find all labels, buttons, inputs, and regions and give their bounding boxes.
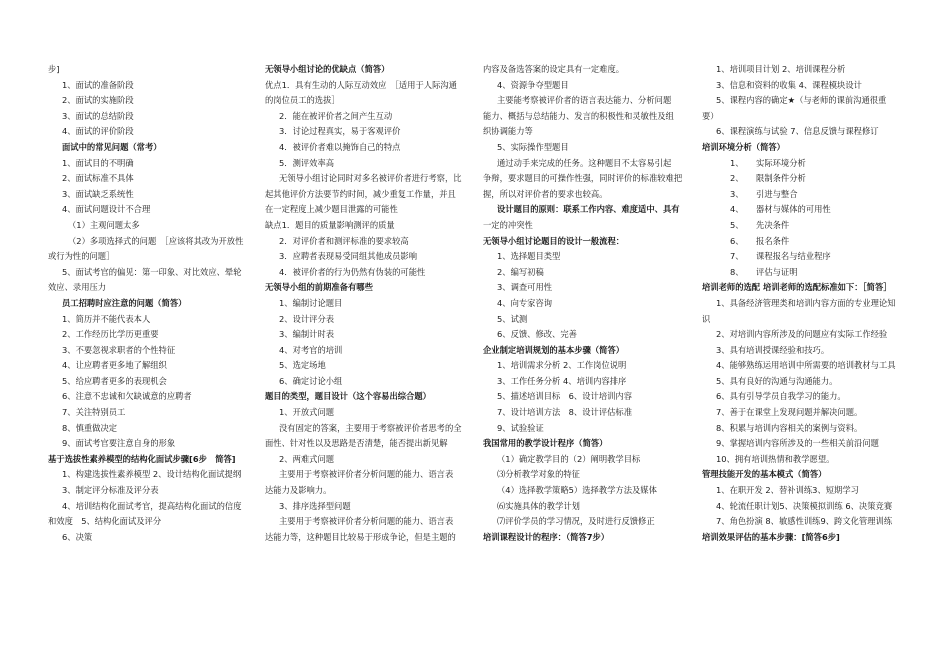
text-line: 4．被评价者难以掩饰自己的特点 — [279, 141, 401, 152]
text-line: 2、设计评分表 — [279, 313, 335, 324]
section-heading: 培训老师的选配 培训老师的选配标准如下：［简答］ — [702, 282, 892, 293]
text-line: 的岗位员工的选拔］ — [265, 95, 340, 106]
text-column-2 — [265, 62, 477, 545]
text-line: ⑺评价学员的学习情况，及时进行反馈修正 — [497, 516, 655, 527]
text-line: 6、 报名条件 — [730, 235, 790, 246]
text-line: 1、在职开发 2、替补训练3、短期学习 — [716, 485, 859, 496]
text-line: 3、排序选择型问题 — [279, 500, 351, 511]
text-line: 握，所以对评价者的要求也较高。 — [483, 188, 608, 199]
text-column-1 — [48, 62, 260, 545]
text-line: 1、面试的准备阶段 — [62, 79, 134, 90]
section-heading: 我国常用的教学设计程序（简答） — [483, 438, 608, 449]
text-line: 5、给应聘者更多的表现机会 — [62, 375, 167, 386]
text-line: 5、课程内容的确定★（与老师的课前沟通很重 — [716, 95, 887, 106]
text-line: 能力、概括与总结能力、发言的积极性和灵敏性及组 — [483, 110, 674, 121]
text-line: 6、确定讨论小组 — [279, 375, 343, 386]
text-line: 面性、针对性以及思路是否清楚，能否提出新见解 — [265, 438, 448, 449]
text-line: 3．讨论过程真实，易于客观评价 — [279, 126, 401, 137]
text-line: 8、 评估与证明 — [730, 266, 798, 277]
section-heading: 无领导小组讨论题目的设计一般流程： — [483, 235, 625, 246]
text-line: 4、能够熟练运用培训中所需要的培训教材与工具 — [716, 360, 896, 371]
section-heading: 培训环境分析（简答） — [702, 141, 785, 152]
text-line: （2）多项选择式的问题 ［应该将其改为开放性 — [68, 235, 244, 246]
text-line: 3、信息和资料的收集 4、课程模块设计 — [716, 79, 862, 90]
text-line: 3、制定评分标准及评分表 — [62, 485, 159, 496]
text-line: 7、 课程报名与结业程序 — [730, 251, 831, 262]
text-line: 和效度 5、结构化面试及评分 — [48, 516, 162, 527]
text-line: 5、面试考官的偏见：第一印象、对比效应、晕轮 — [62, 266, 242, 277]
text-line: 6、注意不忠诚和欠缺诚意的应聘者 — [62, 391, 192, 402]
text-line: 无领导小组讨论同时对多名被评价者进行考察，比 — [279, 173, 462, 184]
text-line: （1）确定教学目的（2）阐明教学目标 — [497, 453, 641, 464]
text-line: 3、编制计时表 — [279, 329, 335, 340]
text-line: 或行为性的问题］ — [48, 251, 115, 262]
text-line: 2、对培训内容所涉及的问题应有实际工作经验 — [716, 329, 888, 340]
text-line: 1、编制讨论题目 — [279, 297, 343, 308]
text-line: 步] — [48, 64, 60, 74]
text-line: 4、面试问题设计不合理 — [62, 204, 151, 215]
text-line: 达能力等，这种题目比较易于形成争论，但是主题的 — [265, 531, 456, 542]
text-line: 3、工作任务分析 4、培训内容排序 — [497, 375, 627, 386]
text-line: 在一定程度上减少题目泄露的可能性 — [265, 204, 398, 215]
text-line: 1、开放式问题 — [279, 407, 335, 418]
text-line: 1、简历并不能代表本人 — [62, 313, 151, 324]
text-line: 效应、录用压力 — [48, 282, 107, 293]
section-heading: 基于选拔性素养模型的结构化面试步骤[6步 简答] — [48, 453, 236, 464]
text-line: 6、课程演练与试验 7、信息反馈与课程修订 — [716, 126, 879, 137]
text-line: 识 — [702, 313, 711, 324]
text-line: 4．被评价者的行为仍然有伪装的可能性 — [279, 266, 426, 277]
text-line: 5、描述培训目标 6、设计培训内容 — [497, 391, 633, 402]
text-line: 1、培训需求分析 2、工作岗位说明 — [497, 360, 627, 371]
text-line: 3、具有培训授课经验和技巧。 — [716, 344, 830, 355]
section-heading: 无领导小组讨论的优缺点（简答） — [265, 64, 390, 74]
text-line: 优点1．具有生动的人际互动效应 ［适用于人际沟通 — [265, 79, 457, 90]
text-line: 2、编写初稿 — [497, 266, 544, 277]
text-line: 一定的冲突性 — [483, 219, 533, 230]
section-heading: 无领导小组的前期准备有哪些 — [265, 282, 373, 293]
text-line: 4、面试的评价阶段 — [62, 126, 134, 137]
text-line: 缺点1．题目的质量影响测评的质量 — [265, 219, 395, 230]
text-line: 3、不要忽视求职者的个性特征 — [62, 344, 176, 355]
text-line: 5．测评效率高 — [279, 157, 335, 168]
text-line: 没有固定的答案，主要用于考察被评价者思考的全 — [279, 422, 462, 433]
text-line: 5、具有良好的沟通与沟通能力。 — [716, 375, 838, 386]
text-line: 1、构建选拔性素养模型 2、设计结构化面试提纲 — [62, 469, 242, 480]
text-line: 2、两难式问题 — [279, 453, 335, 464]
text-line: 5、试测 — [497, 313, 528, 324]
text-line: 7、设计培训方法 8、设计评估标准 — [497, 407, 633, 418]
text-line: 7、善于在课堂上发现问题并解决问题。 — [716, 407, 863, 418]
text-line: 1、 实际环境分析 — [730, 157, 806, 168]
text-line: 9、掌握培训内容所涉及的一些相关前沿问题 — [716, 438, 879, 449]
text-line: 2、面试的实施阶段 — [62, 95, 134, 106]
text-line: 6、决策 — [62, 531, 93, 542]
text-line: 1、具备经济管理类和培训内容方面的专业理论知 — [716, 297, 896, 308]
text-line: 主要用于考察被评价者分析问题的能力、语言表 — [279, 469, 454, 480]
text-line: 8、积累与培训内容相关的案例与资料。 — [716, 422, 863, 433]
text-line: 4、向专家咨询 — [497, 297, 553, 308]
text-line: 2．能在被评价者之间产生互动 — [279, 110, 393, 121]
text-column-3 — [483, 62, 695, 545]
section-heading: 管理技能开发的基本模式（简答） — [702, 469, 827, 480]
text-line: （1）主观问题太多 — [68, 219, 140, 230]
text-line: 主要能考察被评价者的语言表达能力、分析问题 — [497, 95, 672, 106]
text-line: 10、拥有培训热情和教学愿望。 — [716, 453, 835, 464]
text-line: 4、资源争夺型题目 — [497, 79, 569, 90]
text-line: 5、选定场地 — [279, 360, 326, 371]
text-line: 6、具有引导学员自我学习的能力。 — [716, 391, 846, 402]
text-line: ⑹实施具体的教学计划 — [497, 500, 580, 511]
section-heading: 企业制定培训规划的基本步骤（简答） — [483, 344, 625, 355]
text-line: 起其他评价方法要节约时间，减少重复工作量，并且 — [265, 188, 456, 199]
text-line: 3．应聘者表现易受同组其他成员影响 — [279, 251, 418, 262]
text-line: 5、实际操作型题目 — [497, 141, 569, 152]
section-heading: 面试中的常见问题（常考） — [62, 141, 162, 152]
text-line: 达能力及影响力。 — [265, 485, 332, 496]
text-line: 1、培训项目计划 2、培训课程分析 — [716, 64, 846, 74]
text-line: 4、对考官的培训 — [279, 344, 343, 355]
text-line: 1、面试目的不明确 — [62, 157, 134, 168]
text-line: 9、试验验证 — [497, 422, 544, 433]
section-heading: 题目的类型，题目设计（这个容易出综合题） — [265, 391, 431, 402]
section-heading: 培训课程设计的程序：（简答7步） — [483, 531, 610, 542]
text-line: 通过动手来完成的任务。这种题目不太容易引起 — [497, 157, 672, 168]
text-line: 2、面试标准不具体 — [62, 173, 134, 184]
text-line: 2、工作经历比学历更重要 — [62, 329, 159, 340]
text-line: 争辩，要求题目的可操作性强，同时评价的标准较难把 — [483, 173, 683, 184]
text-line: （4）选择教学策略5）选择教学方法及媒体 — [497, 485, 657, 496]
text-line: 9、面试考官要注意自身的形象 — [62, 438, 176, 449]
text-line: 织协调能力等 — [483, 126, 533, 137]
text-line: 1、选择题目类型 — [497, 251, 561, 262]
text-line: 8、慎重做决定 — [62, 422, 118, 433]
section-heading: 设计题目的原则：联系工作内容、难度适中、具有 — [497, 204, 680, 215]
text-line: 7、角色扮演 8、敏感性训练9、跨文化管理训练 — [716, 516, 893, 527]
text-line: 4、 器材与媒体的可用性 — [730, 204, 831, 215]
text-line: 6、反馈、修改、完善 — [497, 329, 577, 340]
section-heading: 培训效果评估的基本步骤：[简答6步] — [702, 531, 840, 542]
text-column-4 — [702, 62, 914, 545]
text-line: 主要用于考察被评价者分析问题的能力、语言表 — [279, 516, 454, 527]
text-line: 4、培训结构化面试考官，提高结构化面试的信度 — [62, 500, 242, 511]
text-line: 要） — [702, 110, 719, 121]
text-line: 3、 引进与整合 — [730, 188, 798, 199]
text-line: 7、关注特别员工 — [62, 407, 126, 418]
text-line: 2．对评价者和测评标准的要求较高 — [279, 235, 409, 246]
text-line: ⑶分析教学对象的特征 — [497, 469, 580, 480]
text-line: 4、轮流任职计划5、决策模拟训练 6、决策竞赛 — [716, 500, 893, 511]
text-line: 内容及备选答案的设定具有一定难度。 — [483, 64, 625, 74]
text-line: 3、面试的总结阶段 — [62, 110, 134, 121]
text-line: 4、让应聘者更多地了解组织 — [62, 360, 167, 371]
text-line: 2、 限制条件分析 — [730, 173, 806, 184]
text-line: 5、 先决条件 — [730, 219, 790, 230]
section-heading: 员工招聘时应注意的问题（简答） — [62, 297, 187, 308]
text-line: 3、面试缺乏系统性 — [62, 188, 134, 199]
text-line: 3、调查可用性 — [497, 282, 553, 293]
